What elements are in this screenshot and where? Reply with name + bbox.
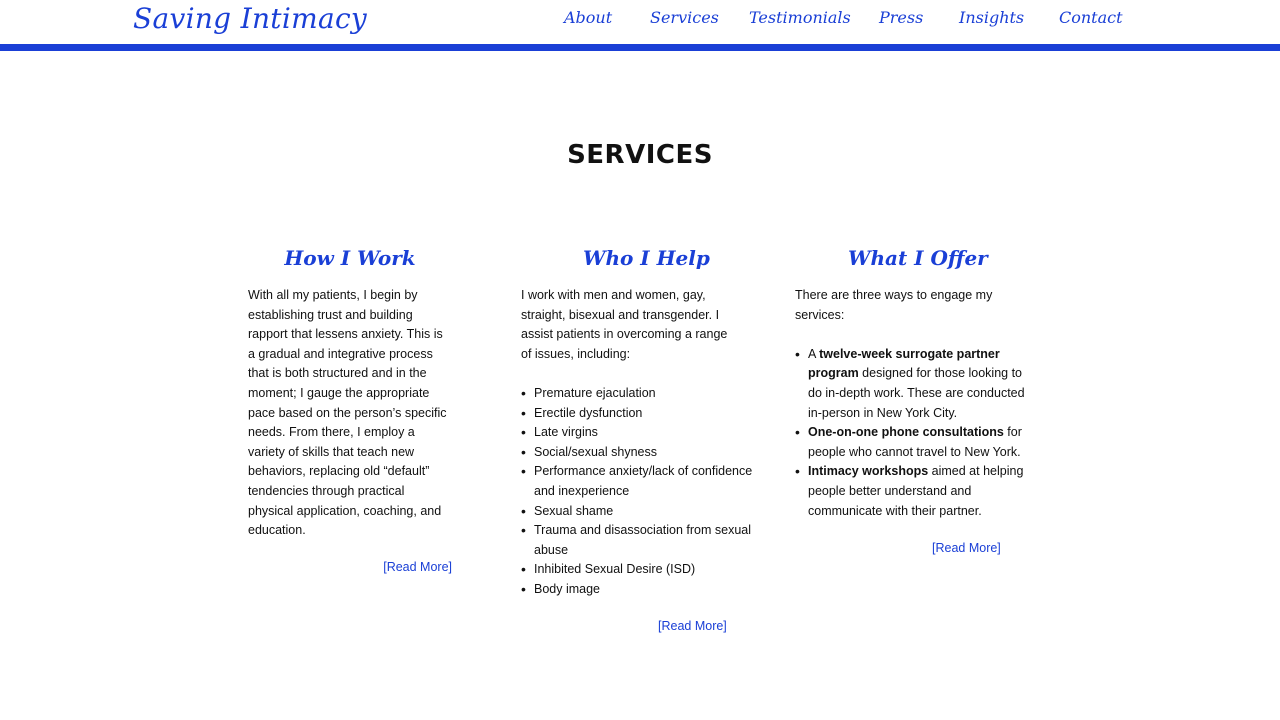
page-title: SERVICES — [567, 140, 713, 170]
site-header — [0, 0, 1280, 44]
list-item: • Erectile dysfunction — [521, 404, 753, 424]
nav-link-press[interactable]: Press — [879, 8, 924, 27]
column-heading-who-i-help: Who I Help — [583, 246, 710, 270]
header-divider — [0, 44, 1280, 51]
column-what-i-offer — [795, 246, 1027, 555]
main-nav — [0, 8, 1280, 32]
list-item: • Sexual shame — [521, 502, 753, 522]
nav-link-insights[interactable]: Insights — [959, 8, 1025, 27]
nav-link-testimonials[interactable]: Testimonials — [749, 8, 851, 27]
nav-link-contact[interactable]: Contact — [1059, 8, 1123, 27]
read-more-what-i-offer-link[interactable]: [Read More] — [932, 540, 1001, 555]
nav-link-services[interactable]: Services — [650, 8, 719, 27]
offering-description: designed for those looking to do in-depth work. These are conducted in-person in New York City. — [808, 366, 1025, 420]
offering-title: One-on-one phone consultations — [808, 425, 1004, 440]
offering-description: for people who cannot travel to New York. — [808, 425, 1022, 459]
list-item: • Inhibited Sexual Desire (ISD) — [521, 560, 753, 580]
offering-prefix: A — [808, 346, 820, 361]
list-item: • Body image — [521, 580, 753, 600]
offering-title: twelve-week surrogate partner program — [808, 346, 1000, 381]
read-more-who-i-help-link[interactable]: [Read More] — [658, 619, 727, 634]
column-heading-what-i-offer: What I Offer — [848, 246, 988, 270]
nav-link-about[interactable]: About — [564, 8, 613, 27]
what-i-offer-intro: There are three ways to engage my services: — [795, 288, 993, 322]
offering-title: Intimacy workshops — [808, 464, 929, 479]
list-item: • Performance anxiety/lack of confidence and inexperience — [521, 462, 753, 501]
how-i-work-text: With all my patients, I begin by establishing trust and building rapport that lessens anxiety. This is a gradual and integrative process that is both structured and in the moment; I gauge the appropriate pace based on the person’s specific needs. From there, I employ a variety of skills that teach new behaviors, replacing old “default” tendencies through practical physical application, coaching, and education. — [248, 288, 447, 538]
list-item — [795, 423, 1027, 462]
read-more-how-i-work-link[interactable]: [Read More] — [383, 560, 452, 575]
list-item: • Late virgins — [521, 423, 753, 443]
list-item: • Premature ejaculation — [521, 384, 753, 404]
column-who-i-help — [521, 246, 753, 633]
list-item — [795, 462, 1027, 521]
list-item: • Social/sexual shyness — [521, 443, 753, 463]
who-i-help-intro: I work with men and women, gay, straight, bisexual and transgender. I assist patients in overcoming a range of issues, including: — [521, 288, 728, 361]
offering-description: aimed at helping people better understand and communicate with their partner. — [808, 464, 1024, 518]
offerings-list — [795, 345, 1027, 521]
issues-list — [521, 384, 753, 600]
list-item: • Trauma and disassociation from sexual abuse — [521, 521, 753, 560]
column-heading-how-i-work: How I Work — [284, 246, 416, 270]
brand-logo-link[interactable]: Saving Intimacy — [133, 2, 368, 35]
list-item — [795, 345, 1027, 423]
column-how-i-work — [248, 246, 452, 574]
